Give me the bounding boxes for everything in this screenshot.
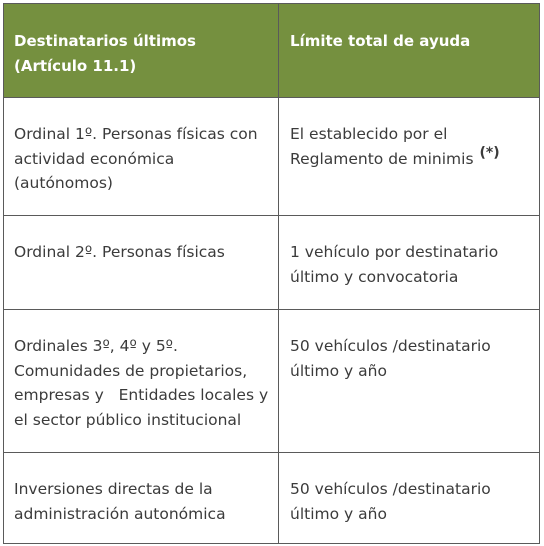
recipient-line: Ordinal 2º. Personas físicas bbox=[14, 243, 225, 261]
recipient-line: Ordinal 1º. Personas físicas con bbox=[14, 125, 258, 143]
aid-limits-table bbox=[3, 3, 540, 544]
limit-line: 50 vehículos /destinatario bbox=[290, 337, 491, 355]
limit-line: último y año bbox=[290, 361, 387, 380]
limit-cell bbox=[279, 98, 539, 215]
header-aid-limit bbox=[279, 4, 539, 97]
footnote-mark: (*) bbox=[479, 144, 500, 161]
limit-line: 50 vehículos /destinatario bbox=[290, 480, 491, 498]
limit-line: El establecido por el bbox=[290, 125, 448, 143]
recipient-line: empresas y Entidades locales y bbox=[14, 386, 269, 404]
recipient-cell bbox=[4, 310, 279, 452]
limit-line bbox=[290, 144, 531, 173]
table-row bbox=[4, 309, 539, 452]
recipient-cell bbox=[4, 453, 279, 543]
table-row bbox=[4, 452, 539, 543]
table-header-row bbox=[4, 4, 539, 97]
recipient-line: Inversiones directas de la bbox=[14, 480, 213, 498]
limit-line: último y convocatoria bbox=[290, 267, 459, 286]
limit-line: último y año bbox=[290, 504, 387, 523]
recipient-line: (autónomos) bbox=[14, 174, 113, 192]
header-recipients-label: Destinatarios últimos (Artículo 11.1) bbox=[14, 32, 196, 75]
recipient-line: Comunidades de propietarios, bbox=[14, 361, 248, 380]
header-aid-limit-label: Límite total de ayuda bbox=[290, 32, 471, 50]
recipient-line: administración autonómica bbox=[14, 504, 226, 523]
recipient-line: Ordinales 3º, 4º y 5º. bbox=[14, 337, 178, 355]
limit-cell bbox=[279, 310, 539, 452]
table-row bbox=[4, 97, 539, 215]
limit-cell bbox=[279, 216, 539, 309]
table-row bbox=[4, 215, 539, 309]
recipient-line: actividad económica bbox=[14, 149, 175, 168]
header-recipients bbox=[4, 4, 279, 97]
recipient-cell bbox=[4, 98, 279, 215]
limit-cell bbox=[279, 453, 539, 543]
limit-line: 1 vehículo por destinatario bbox=[290, 243, 499, 261]
limit-line-text: Reglamento de minimis bbox=[290, 149, 474, 168]
recipient-line: el sector público institucional bbox=[14, 410, 242, 429]
recipient-cell bbox=[4, 216, 279, 309]
